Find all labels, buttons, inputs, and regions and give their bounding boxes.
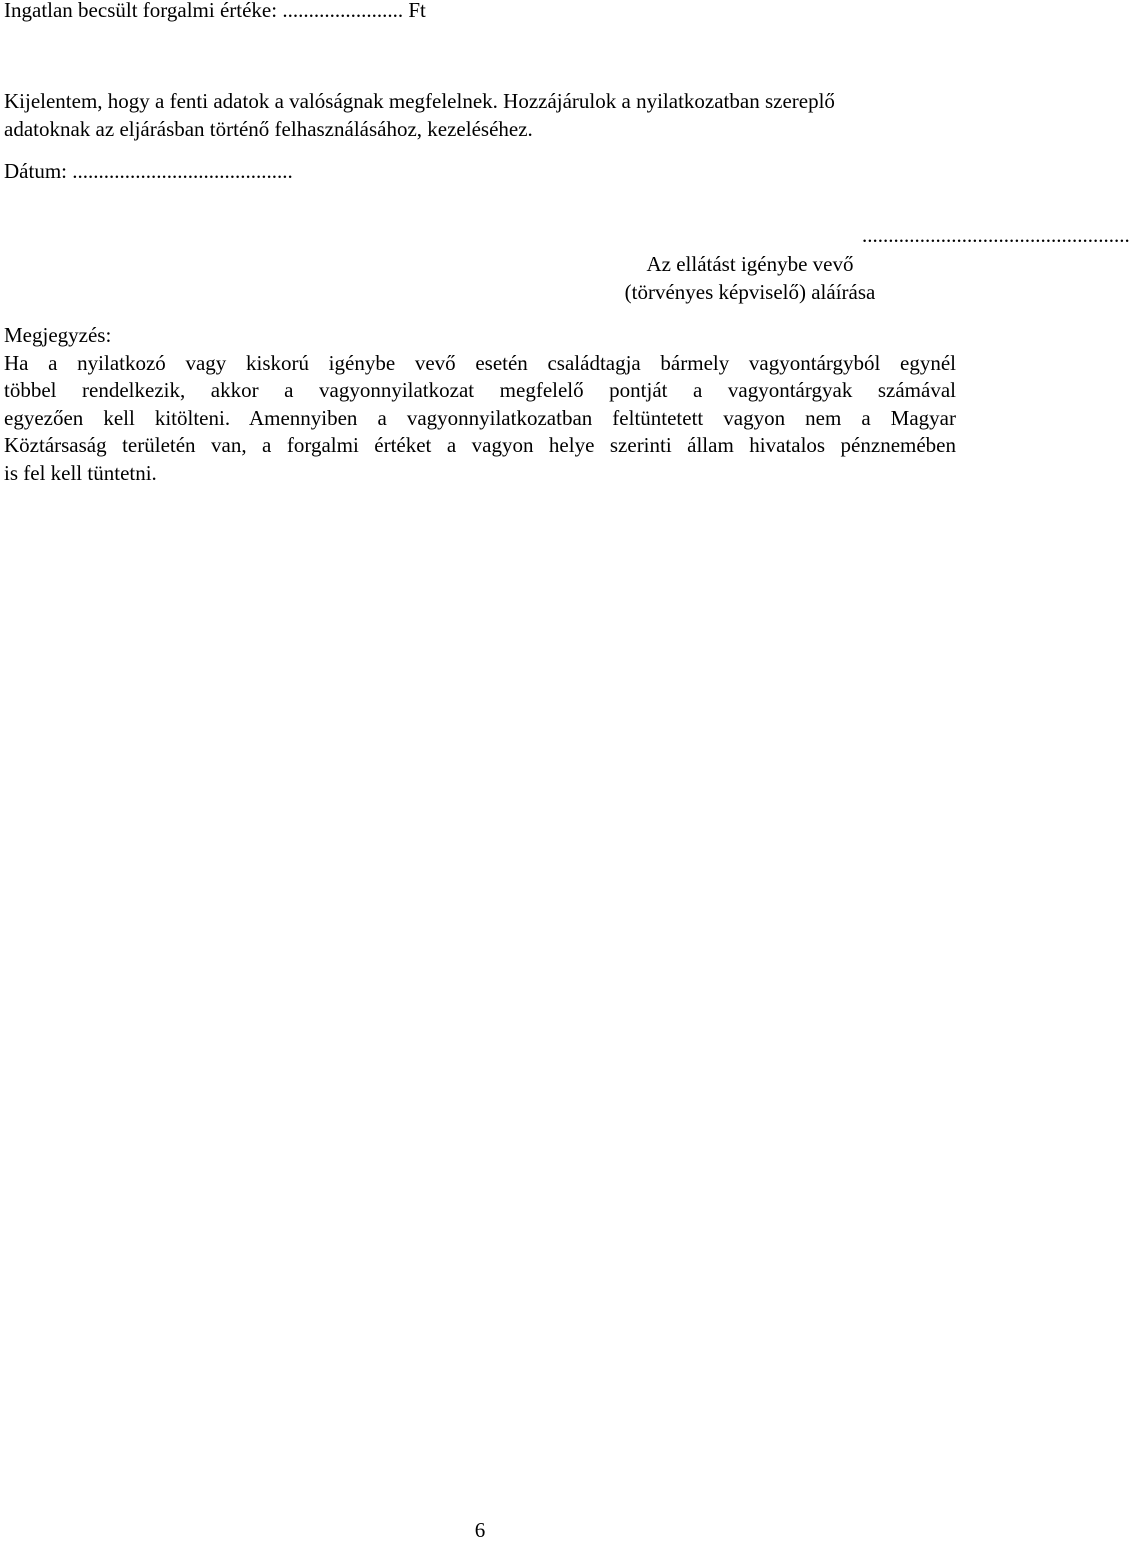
declaration-line-1: Kijelentem, hogy a fenti adatok a valóságnak megfelelnek. Hozzájárulok a nyilatkozatban szereplő xyxy=(4,89,835,113)
signature-caption-line-1: Az ellátást igénybe vevő xyxy=(646,252,854,276)
page-number: 6 xyxy=(474,1518,486,1542)
note-line: Ha a nyilatkozó vagy kiskorú igénybe vevő esetén családtagja bármely vagyontárgyból egynél xyxy=(4,351,956,375)
signature-caption-line-2: (törvényes képviselő) aláírása xyxy=(624,280,876,304)
note-line: is fel kell tüntetni. xyxy=(4,460,157,485)
note-heading: Megjegyzés: xyxy=(4,323,112,347)
note-paragraph xyxy=(4,350,956,487)
declaration-line-2: adatoknak az eljárásban történő felhasználásához, kezeléséhez. xyxy=(4,117,533,141)
date-field: Dátum: .......................................... xyxy=(4,159,293,183)
note-line: többel rendelkezik, akkor a vagyonnyilatkozat megfelelő pontját a vagyontárgyak számával xyxy=(4,378,956,403)
property-value-line: Ingatlan becsült forgalmi értéke: ....................... Ft xyxy=(4,0,426,22)
note-line: egyezően kell kitölteni. Amennyiben a vagyonnyilatkozatban feltüntetett vagyon nem a Magyar xyxy=(4,405,956,430)
note-line: Köztársaság területén van, a forgalmi értéket a vagyon helye szerinti állam hivatalos pénznemében xyxy=(4,433,956,458)
signature-dotted-line: ................................................... xyxy=(862,223,1130,247)
